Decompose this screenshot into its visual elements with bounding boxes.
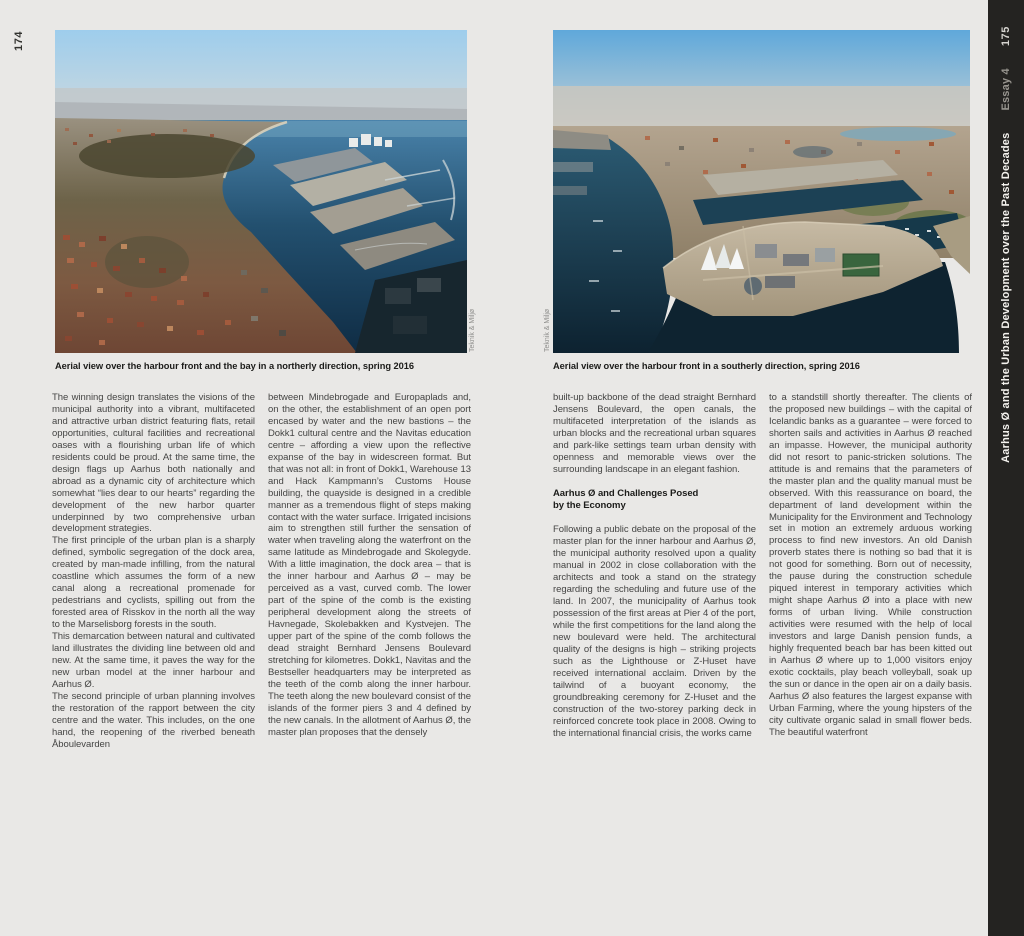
photo-caption-right: Aerial view over the harbour front in a southerly direction, spring 2016 <box>553 361 860 371</box>
paragraph: The second principle of urban planning involves the restoration of the rapport between the city centre and the water. This includes, on the one hand, the reopening of the riverbed beneath Åboulevarden <box>52 690 255 750</box>
section-heading-line2: by the Economy <box>553 500 626 512</box>
paragraph: built-up backbone of the dead straight Bernhard Jensens Boulevard, the open canals, the multifaceted interpretation of the islands as urban blocks and the recreational urban squares and park-like settings team urban density with openness and memorable views over the surrounding landscape in an elegant fashion. <box>553 392 756 475</box>
photo-credit-right: Teknik & Miljø <box>544 308 551 352</box>
paragraph: between Mindebrogade and Europaplads and, on the other, the establishment of an open port encased by water and the new bastions – the Dokk1 cultural centre and the Navitas education centre – affording a view upon the reflective expanse of the bay in widescreen format. But that was not all: in front of Dokk1, Warehouse 13 and Hack Kampmann’s Customs House building, the quayside is designed in a credible manner as a tremendous flight of steps making contact with the water surface. Irrigated incisions aim to strengthen still further the sensation of water when traveling along the waterfront on the same latitude as Mindebrogade and Skolegyde. With a little imagination, the dock area – that is the inner harbour and Aarhus Ø – may be perceived as a vast, curved comb. The lower part of the spine of the comb is the existing peripheral development along the streets of Havnegade, Skolebakken and Kystvejen. The upper part of the spine of the comb follows the dead straight Bernhard Jensens Boulevard stretching for kilometres. Dokk1, Navitas and the Bestseller headquarters may be interpreted as the teeth of the comb along the inner harbour. The teeth along the new boulevard consist of the islands of the former piers 3 and 4 defined by the new canals. In the allotment of Aarhus Ø, the master plan proposes that the densely <box>268 392 471 738</box>
section-heading-line1: Aarhus Ø and Challenges Posed <box>553 487 699 499</box>
left-page-column-2 <box>268 392 471 933</box>
paragraph: This demarcation between natural and cultivated land illustrates the dividing line between old and new. At the same time, it paves the way for the new urban model at the inner harbour and Aarhus Ø. <box>52 631 255 690</box>
right-page-column-2 <box>769 392 972 933</box>
aerial-photo-northerly-graphic <box>55 30 467 353</box>
aerial-photo-southerly-graphic <box>553 30 970 353</box>
photo-credit-left: Teknik & Miljø <box>469 308 476 352</box>
left-page-column-1 <box>52 392 255 933</box>
aerial-photo-northerly <box>55 30 467 353</box>
right-page-column-1 <box>553 392 756 933</box>
essay-label: Essay 4 <box>1000 68 1012 111</box>
paragraph: The first principle of the urban plan is a sharply defined, symbolic segregation of the dock area, created by man-made infilling, from the natural coastline which assumes the form of a new canal along a recreational promenade for pedestrians and cyclists, spilling out from the forested area of Risskov in the north all the way to the Marselisborg forests in the south. <box>52 535 255 631</box>
paragraph: The winning design translates the visions of the municipal authority into a vibrant, multifaceted and attractive urban district featuring flats, retail opportunities, cultural facilities and recreational oases with a flourishing urban life of which residents could be proud. At the same time, the design flags up Aarhus both nationally and abroad as a dynamic city of architecture which somewhat “lies dear to our hearts” regarding the development of the new harbor quarter underpinned by two comprehensive urban development strategies. <box>52 392 255 535</box>
chapter-edge-bar-text <box>988 0 1024 936</box>
chapter-title: Aarhus Ø and the Urban Development over the Past Decades <box>1000 132 1012 463</box>
aerial-photo-southerly <box>553 30 970 353</box>
photo-caption-left: Aerial view over the harbour front and the bay in a northerly direction, spring 2016 <box>55 361 414 371</box>
paragraph: Following a public debate on the proposal of the master plan for the inner harbour and Aarhus Ø, the municipal authority resolved upon a quality manual in 2002 in close collaboration with the architects and took a stand on the strategy regarding the scheduling and future use of the land. In 2007, the municipality of Aarhus took possession of the first areas at Pier 4 of the port, while the first competitions for the land along the new boulevard were held. The architectural quality of the designs is high – striking projects such as the Lighthouse or Z-Huset have received international acclaim. Driven by the tailwind of a buoyant economy, the groundbreaking ceremony for Z-Huset and the construction of the two-storey parking deck in reinforced concrete took place in 2008. Owing to the international financial crisis, the works came <box>553 524 756 739</box>
page-number-right: 175 <box>1000 26 1012 47</box>
section-heading <box>553 488 756 513</box>
page-number-left: 174 <box>13 30 25 51</box>
chapter-edge-bar <box>988 0 1024 936</box>
paragraph: to a standstill shortly thereafter. The clients of the proposed new buildings – with the capital of Icelandic banks as a guarantee – were forced to shorten sails and activities in Aarhus Ø reached an impasse. However, the municipal authority did not resort to panic-stricken solutions. The attitude is and remains that the parameters of the master plan and the quality manual must be observed. With this reassurance on board, the department of land development within the Municipality for the Environment and Technology set in motion an extremely arduous working process to find new investors. An old Danish proverb states there is nothing so bad that it is not good for something. Born out of necessity, the pause during the construction schedule piqued interest in temporary activities which might shape Aarhus Ø into a place with new forms of urban living. While construction activities were resumed with the help of local investors and large Danish pension funds, a highly frequented beach bar has been kitted out in Aarhus Ø where up to 1,000 visitors enjoy exotic cocktails, play beach volleyball, soak up the sun or dance in the open air on a daily basis. Aarhus Ø also features the largest expanse with Urban Farming, where the young hipsters of the city cultivate organic salad in small flower beds. The beautiful waterfront <box>769 392 972 738</box>
